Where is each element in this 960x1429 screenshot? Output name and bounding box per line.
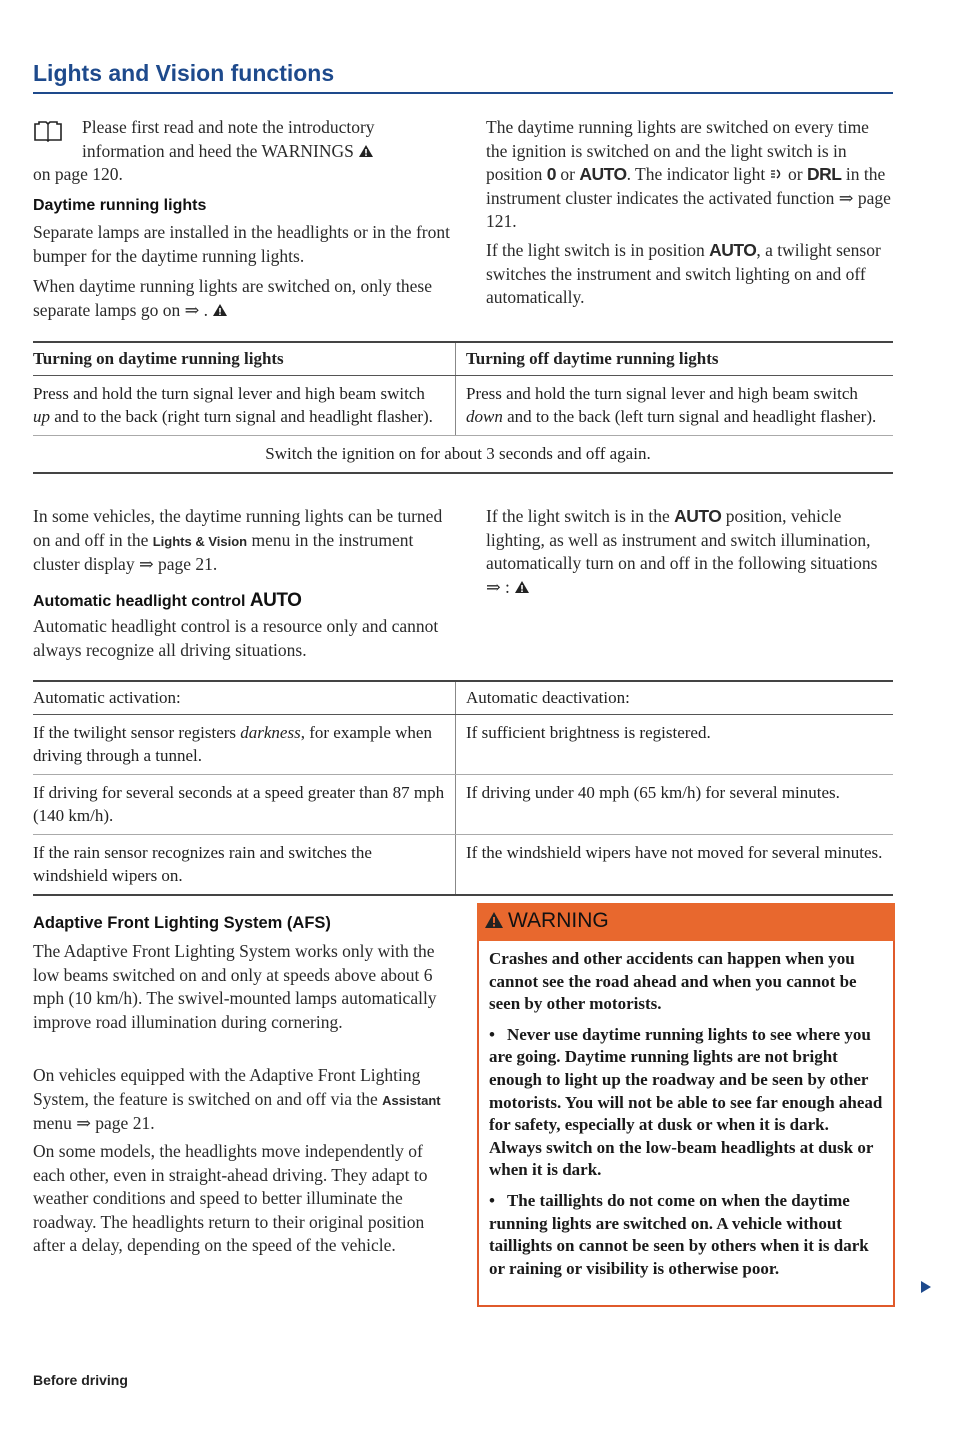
- activation-header: Automatic activation:: [33, 681, 456, 715]
- continue-arrow-icon: [920, 1280, 932, 1294]
- activation-text-a: If the twilight sensor registers: [33, 723, 237, 742]
- title-rule: [33, 92, 893, 94]
- drl-table: [33, 341, 893, 474]
- auto-activation-table: [33, 680, 893, 896]
- drl-on-text-b: and to the back (right turn signal and headlight flasher).: [54, 407, 433, 426]
- table-row: [33, 835, 893, 896]
- drl-right-text-b: . The indicator light: [626, 164, 766, 184]
- assistant-menu-label: Assistant: [382, 1092, 441, 1108]
- deactivation-header: Automatic deactivation:: [456, 681, 894, 715]
- deactivation-cell: If driving under 40 mph (65 km/h) for several minutes.: [456, 775, 894, 835]
- drl-right-paragraph-2: [486, 239, 894, 310]
- activation-cell: If the rain sensor recognizes rain and switches the windshield wipers on.: [33, 835, 456, 896]
- warning-title: WARNING: [508, 909, 609, 932]
- intro-text: [82, 116, 462, 163]
- drl-table-header-on: Turning on daytime running lights: [33, 342, 456, 376]
- drl-on-text-a: Press and hold the turn signal lever and high beam switch: [33, 384, 425, 403]
- drl-off-text-b: and to the back (left turn signal and headlight flasher).: [507, 407, 877, 426]
- drl-off-down: down: [466, 407, 503, 426]
- lights-vision-menu-label: Lights & Vision: [152, 533, 248, 549]
- warning-body: [489, 948, 885, 1288]
- warning-intro: Crashes and other accidents can happen when you cannot see the road ahead and when you cannot be seen by other motorists.: [489, 949, 857, 1014]
- warning-triangle-icon: [514, 580, 530, 594]
- table-row: [33, 775, 893, 835]
- drl-right-or: or: [560, 164, 575, 184]
- afs-paragraph-1: The Adaptive Front Lighting System works only with the low beams switched on and only at speeds above about 6 mph (10 km/h). The swivel-mounted lamps automatically improve road illumination during cornering.: [33, 941, 437, 1032]
- mid-p1-a: In some vehicles, the daytime running lights can be turned on and off in the: [33, 506, 443, 550]
- drl-on-up: up: [33, 407, 50, 426]
- auto-headlight-heading: [33, 590, 301, 612]
- drl-right-paragraph-1: [486, 116, 894, 234]
- drl-paragraph-2-text: When daytime running lights are switched on, only these separate lamps go on ⇒ .: [33, 276, 433, 320]
- drl-heading: Daytime running lights: [33, 197, 207, 214]
- footer-section-label: Before driving: [33, 1372, 128, 1388]
- afs-heading: Adaptive Front Lighting System (AFS): [33, 914, 331, 932]
- drl-off-text-a: Press and hold the turn signal lever and high beam switch: [466, 384, 858, 403]
- warning-bullet-2-text: The taillights do not come on when the daytime running lights are switched on. A vehicle without taillights on cannot be seen by others when it is dark or raining or visibility is otherwise poor.: [489, 1190, 869, 1278]
- auto-symbol: AUTO: [579, 164, 627, 184]
- drl-paragraph-2: [33, 275, 453, 322]
- auto-symbol: AUTO: [674, 506, 722, 526]
- activation-darkness: darkness: [240, 723, 301, 742]
- auto-headlight-paragraph: Automatic headlight control is a resource only and cannot always recognize all driving situations.: [33, 616, 439, 660]
- auto-headlight-heading-text: Automatic headlight control: [33, 593, 246, 610]
- drl-symbol: DRL: [807, 164, 842, 184]
- mid-right-a: If the light switch is in the: [486, 506, 670, 526]
- page-title: Lights and Vision functions: [33, 60, 335, 86]
- warning-triangle-icon: [212, 303, 228, 317]
- drl-table-cell-on: [33, 376, 456, 436]
- activation-cell: [33, 715, 456, 775]
- mid-paragraph-1: [33, 505, 453, 577]
- drl-right-text-c: in the instrument cluster indicates the activated function ⇒ page 121.: [486, 164, 891, 231]
- drl-table-footer: Switch the ignition on for about 3 seconds and off again.: [33, 436, 893, 474]
- intro-line-2: information and heed the WARNINGS: [82, 140, 354, 161]
- warning-triangle-icon: [358, 144, 374, 158]
- auto-symbol: AUTO: [249, 590, 302, 611]
- drl-right-or-2: or: [788, 164, 803, 184]
- intro-line-1: Please first read and note the introductory: [82, 117, 375, 137]
- mid-p1-b: menu in the instrument cluster display ⇒ page 21.: [33, 529, 414, 574]
- table-row: [33, 715, 893, 775]
- afs-p2-a: On vehicles equipped with the Adaptive Front Lighting System, the feature is switched on and off via the: [33, 1065, 421, 1109]
- intro-page-ref: on page 120.: [33, 164, 123, 184]
- warning-triangle-icon: [484, 911, 504, 929]
- warning-bullet-1: • Never use daytime running lights to see where you are going. Daytime running lights are not bright enough to light up the roadway and be seen by other motorists. You will not be able to see far enough ahead for safety, especially at dusk or when it is dark. Always switch on the low-beam headlights at dusk or when it is dark.: [489, 1024, 883, 1180]
- mid-right-b: position, vehicle lighting, as well as instrument and switch illumination, automatically turn on and off in the following situations ⇒ :: [486, 506, 878, 597]
- deactivation-cell: If the windshield wipers have not moved for several minutes.: [456, 835, 894, 896]
- activation-cell: If driving for several seconds at a speed greater than 87 mph (140 km/h).: [33, 775, 456, 835]
- auto-symbol: AUTO: [709, 240, 757, 260]
- drl-right-p2-b: , a twilight sensor switches the instrument and switch lighting on and off automatically.: [486, 240, 881, 307]
- afs-p2-b: menu ⇒ page 21.: [33, 1113, 155, 1133]
- afs-paragraph-2: [33, 1064, 453, 1136]
- warning-bullet-2: • The taillights do not come on when the daytime running lights are switched on. A vehicle without taillights on cannot be seen by others when it is dark or raining or visibility is otherwise poor.: [489, 1190, 869, 1278]
- drl-indicator-icon: [770, 167, 784, 181]
- deactivation-cell: If sufficient brightness is registered.: [456, 715, 894, 775]
- drl-paragraph-1: Separate lamps are installed in the headlights or in the front bumper for the daytime running lights.: [33, 222, 450, 266]
- afs-paragraph-3: On some models, the headlights move independently of each other, even in straight-ahead driving. They adapt to weather conditions and speed to better illuminate the roadway. The headlights return to their original position after a delay, depending on the speed of the vehicle.: [33, 1141, 428, 1255]
- drl-table-cell-off: [456, 376, 894, 436]
- drl-right-text-a: The daytime running lights are switched on every time the ignition is switched on and the light switch is in position: [486, 117, 869, 184]
- book-icon: [33, 120, 63, 142]
- drl-right-p2-a: If the light switch is in position: [486, 240, 705, 260]
- position-0-symbol: 0: [546, 164, 557, 184]
- mid-right-paragraph: [486, 505, 894, 599]
- activation-text-b: , for example when driving through a tunnel.: [33, 723, 432, 765]
- drl-table-header-off: Turning off daytime running lights: [456, 342, 894, 376]
- warning-bullet-1-text: Never use daytime running lights to see where you are going. Daytime running lights are not bright enough to light up the roadway and be seen by other motorists. You will not be able to see far enough ahead for safety, especially at dusk or when it is dark. Always switch on the low-beam headlights at dusk or when it is dark.: [489, 1024, 883, 1180]
